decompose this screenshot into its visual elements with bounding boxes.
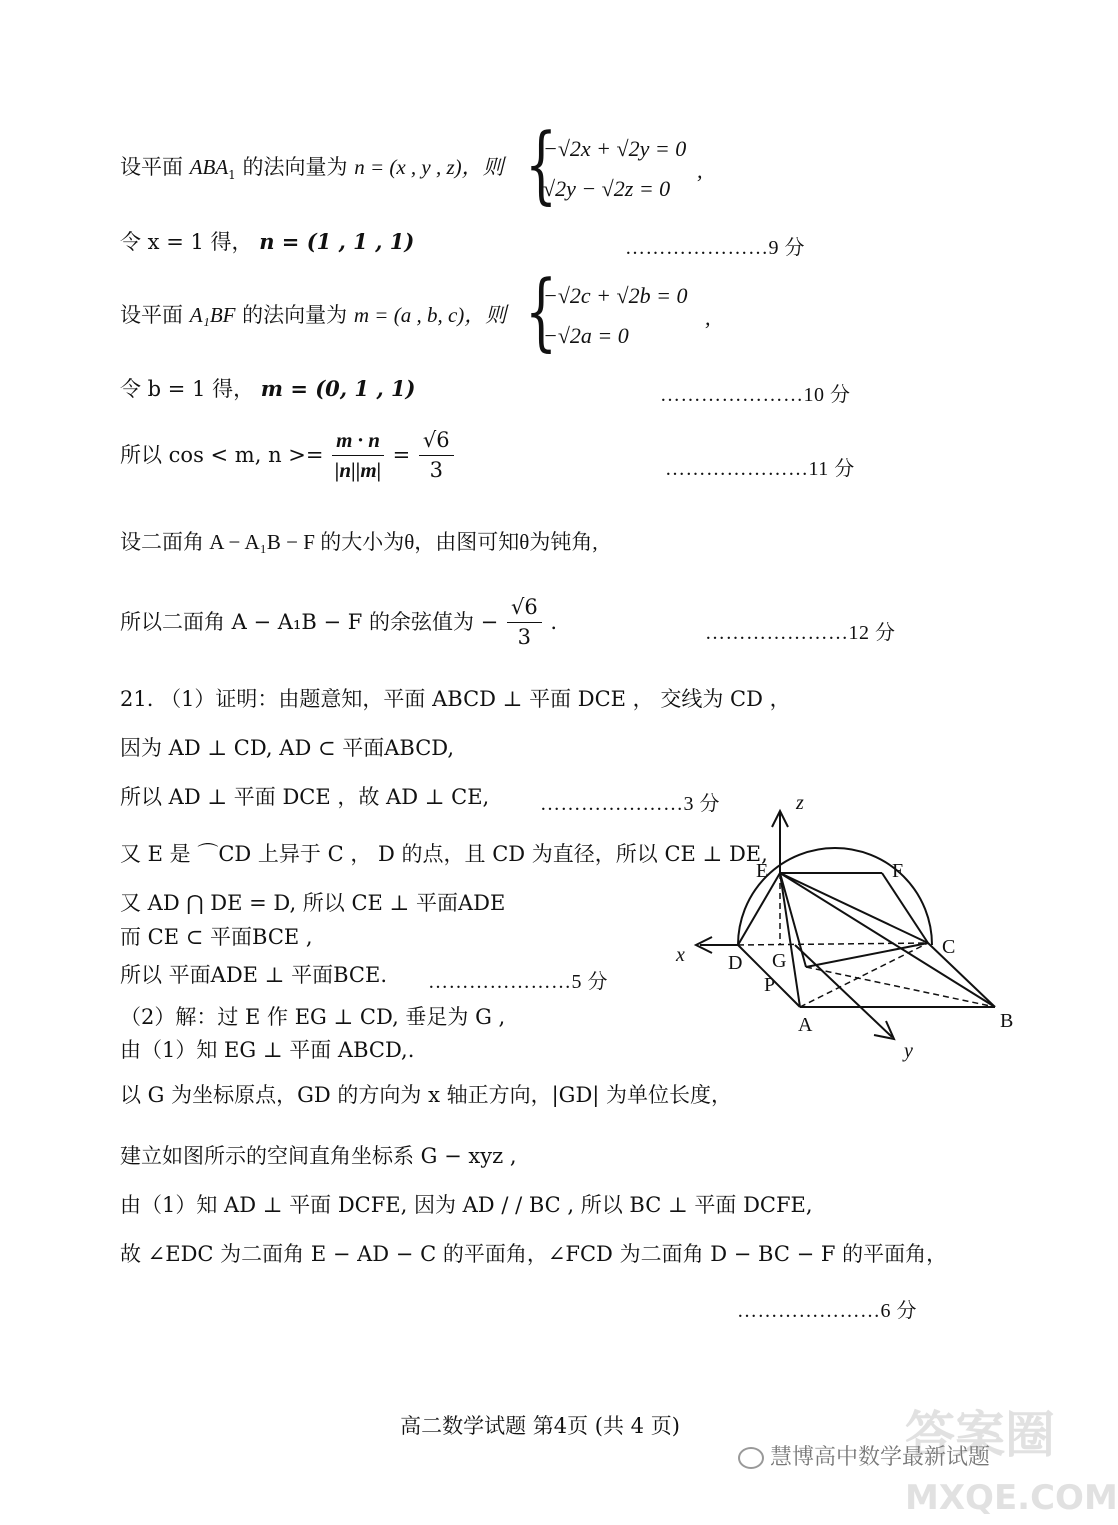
numerator: m · n [332,428,384,456]
plane-name: ABA [189,155,229,179]
text-segment: 的法向量为 [242,155,348,179]
dihedral-angle-line: 设二面角 A − A₁B − F 的大小为θ，由图可知θ为钝角, [120,530,598,554]
proof-line: 所以 AD ⊥ 平面 DCE ，故 AD ⊥ CE, [120,785,490,809]
fraction-mn [332,428,384,483]
numerator: √6 [419,428,454,456]
label-z: z [796,792,804,814]
label-G: G [772,950,787,972]
comma: , [697,158,703,183]
equation: √2y − √2z = 0 [543,176,671,201]
equation: −√2c + √2b = 0 [543,283,688,308]
normal-vector-n-line: 设平面 $ABA_1$ 的法向量为 n = (x , y , z)，则 [120,155,504,183]
vector-m-def: m = (a , b, c)，则 [353,303,507,327]
watermark-site: MXQE.COM [905,1478,1118,1518]
watermark-logo: 答案圈 [905,1406,1055,1464]
text-segment: 所以 cos < m, n >= [120,443,324,468]
denominator: 3 [429,458,443,483]
label-x: x [676,944,685,966]
label-C: C [942,936,956,958]
denominator: |n||m| [334,458,382,483]
score-6: …………………6 分 [737,1300,917,1322]
score-10: …………………10 分 [660,384,851,406]
set-x-line [120,231,414,253]
watermark-text: 慧博高中数学最新试题 [770,1445,991,1470]
equation: −√2x + √2y = 0 [543,136,687,161]
score-11: …………………11 分 [665,458,855,480]
text-segment: 设平面 [120,303,183,327]
text-segment: 所以二面角 A − A₁B − F 的余弦值为 − [120,610,499,635]
problem-21-line: 21. （1）证明：由题意知，平面 ABCD ⊥ 平面 DCE ， 交线为 CD ， [120,687,791,711]
label-B: B [1000,1010,1014,1032]
proof-line: 又 E 是 ⌒CD 上异于 C ， D 的点，且 CD 为直径，所以 CE ⊥ DE, [120,842,768,866]
equals: = [392,443,411,468]
wechat-icon [738,1447,764,1469]
label-P: P [764,974,776,996]
numerator: √6 [507,595,542,623]
vector-n-value: n = (1 , 1 , 1) [259,229,415,254]
equation: −√2a = 0 [543,323,629,348]
score-9: …………………9 分 [625,237,805,259]
brace-icon: { [525,115,558,213]
solution-line: （2）解：过 E 作 EG ⊥ CD, 垂足为 G , [120,1005,506,1029]
vector-n-def: n = (x , y , z)，则 [354,155,504,179]
score-3: …………………3 分 [540,793,720,815]
proof-line: 所以 平面ADE ⊥ 平面BCE. [120,963,388,987]
plane-name: A₁BF [189,303,236,327]
proof-line: 因为 AD ⊥ CD, AD ⊂ 平面ABCD, [120,736,455,760]
comma: , [705,305,711,330]
denominator: 3 [517,625,532,650]
solution-line: 由（1）知 EG ⊥ 平面 ABCD,. [120,1038,415,1062]
solution-line: 由（1）知 AD ⊥ 平面 DCFE, 因为 AD / / BC , 所以 BC ⊥ 平面 DCFE, [120,1193,813,1217]
text-segment: 令 x = 1 得， [120,230,253,254]
cosine-value-line [120,595,557,650]
label-F: F [892,860,904,882]
proof-line: 而 CE ⊂ 平面BCE , [120,925,313,949]
watermark-line [738,1440,990,1471]
score-12: …………………12 分 [705,622,896,644]
label-E: E [756,860,769,882]
solution-line: 以 G 为坐标原点，GD 的方向为 x 轴正方向，|GD| 为单位长度， [120,1083,733,1107]
text-segment: 设平面 [120,155,183,179]
fraction-result [419,428,454,483]
brace-icon: { [525,262,558,360]
vector-m-value: m = (0, 1 , 1) [260,376,416,401]
label-D: D [728,952,743,974]
page-footer: 高二数学试题 第4页 (共 4 页) [400,1414,680,1438]
normal-vector-m-line [120,305,506,326]
set-b-line [120,378,416,400]
proof-line: 又 AD ⋂ DE = D, 所以 CE ⊥ 平面ADE [120,891,506,915]
solution-line: 故 ∠EDC 为二面角 E − AD − C 的平面角，∠FCD 为二面角 D − BC − F 的平面角， [120,1242,948,1266]
text-segment: 令 b = 1 得， [120,377,255,401]
geometry-figure [660,785,1030,1065]
fraction-neg [507,595,542,650]
period: . [550,610,558,635]
label-y: y [904,1040,913,1062]
solution-line: 建立如图所示的空间直角坐标系 G − xyz , [120,1144,517,1168]
text-segment: 的法向量为 [242,303,348,327]
cosine-formula [120,428,456,483]
label-A: A [798,1014,813,1036]
score-5: …………………5 分 [428,971,608,993]
